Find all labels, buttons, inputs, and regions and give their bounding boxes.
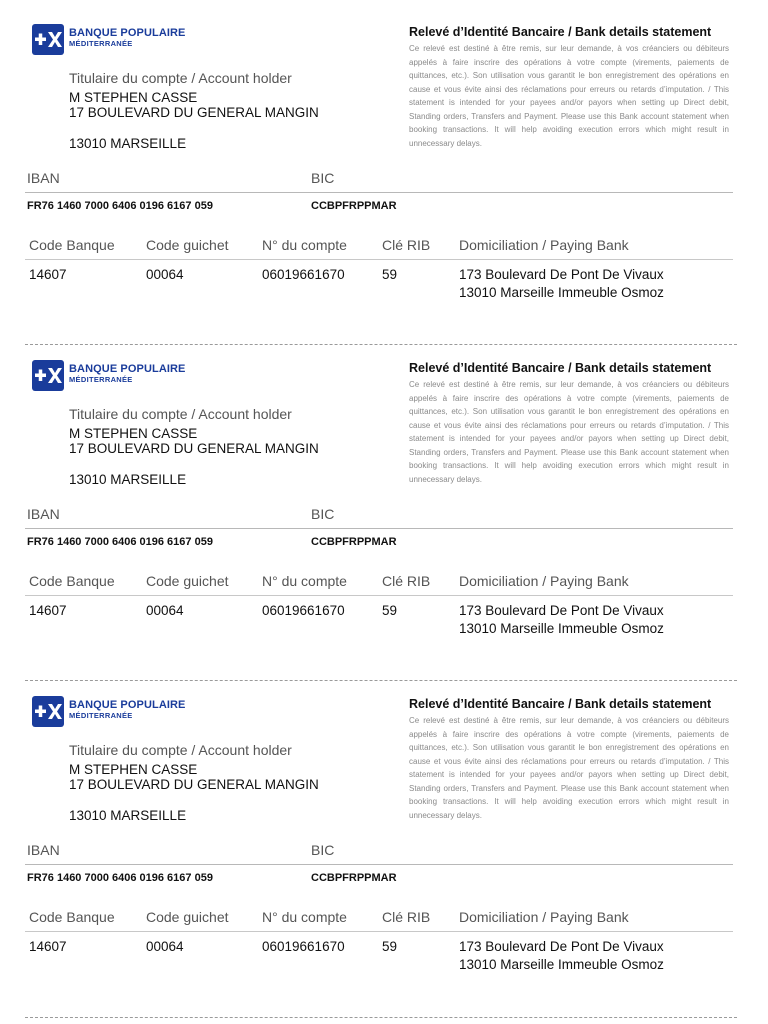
bic-value: CCBPFRPPMAR <box>311 200 397 212</box>
divider <box>25 528 733 529</box>
code-banque-label: Code Banque <box>29 573 115 589</box>
iban-label: IBAN <box>27 170 60 186</box>
code-banque-value: 14607 <box>29 939 67 954</box>
bic-value: CCBPFRPPMAR <box>311 872 397 884</box>
bank-region: MÉDITERRANÉE <box>69 711 133 720</box>
domiciliation-line1: 173 Boulevard De Pont De Vivaux <box>459 267 664 282</box>
account-holder-address: 17 BOULEVARD DU GENERAL MANGIN <box>69 105 319 120</box>
bank-name: BANQUE POPULAIRE <box>69 699 186 711</box>
domiciliation-line1: 173 Boulevard De Pont De Vivaux <box>459 939 664 954</box>
code-guichet-label: Code guichet <box>146 237 229 253</box>
numero-compte-value: 06019661670 <box>262 603 345 618</box>
bank-logo <box>32 696 222 730</box>
bic-value: CCBPFRPPMAR <box>311 536 397 548</box>
bic-label: BIC <box>311 170 335 186</box>
numero-compte-label: N° du compte <box>262 237 347 253</box>
numero-compte-value: 06019661670 <box>262 267 345 282</box>
statement-text: Ce relevé est destiné à être remis, sur leur demande, à vos créanciers ou débiteurs appelés à faire inscrire des opérations à votre compte (virements, paiements de quittances, etc.). Son utilisation vous garantit le bon enregistrement des opérations en cause et vous évite ainsi des réclamations pour erreurs ou retards d’imputation. / This statement is intended for your payees and/or payors when setting up Direct debit, Standing orders, Transfers and Payment. Please use this Bank account statement when booking transactions. It will help avoiding execution errors which might result in unnecessary delays. <box>409 716 729 820</box>
account-holder-label: Titulaire du compte / Account holder <box>69 406 292 422</box>
numero-compte-label: N° du compte <box>262 909 347 925</box>
domiciliation-line2: 13010 Marseille Immeuble Osmoz <box>459 957 664 972</box>
rib-section <box>0 336 768 672</box>
code-banque-label: Code Banque <box>29 237 115 253</box>
account-holder-city: 13010 MARSEILLE <box>69 472 187 487</box>
account-holder-name: M STEPHEN CASSE <box>69 762 198 777</box>
iban-value: FR76 1460 7000 6406 0196 6167 059 <box>27 872 213 884</box>
account-holder-name: M STEPHEN CASSE <box>69 426 198 441</box>
domiciliation-line1: 173 Boulevard De Pont De Vivaux <box>459 603 664 618</box>
code-guichet-label: Code guichet <box>146 573 229 589</box>
divider <box>25 931 733 932</box>
numero-compte-label: N° du compte <box>262 573 347 589</box>
account-holder-name: M STEPHEN CASSE <box>69 90 198 105</box>
bank-region: MÉDITERRANÉE <box>69 39 133 48</box>
bank-name: BANQUE POPULAIRE <box>69 363 186 375</box>
numero-compte-value: 06019661670 <box>262 939 345 954</box>
rib-section <box>0 672 768 1008</box>
iban-value: FR76 1460 7000 6406 0196 6167 059 <box>27 200 213 212</box>
bank-logo <box>32 360 222 394</box>
statement-text: Ce relevé est destiné à être remis, sur leur demande, à vos créanciers ou débiteurs appelés à faire inscrire des opérations à votre compte (virements, paiements de quittances, etc.). Son utilisation vous garantit le bon enregistrement des opérations en cause et vous évite ainsi des réclamations pour erreurs ou retards d’imputation. / This statement is intended for your payees and/or payors when setting up Direct debit, Standing orders, Transfers and Payment. Please use this Bank account statement when booking transactions. It will help avoiding execution errors which might result in unnecessary delays. <box>409 44 729 148</box>
logo-mark-icon <box>32 24 64 55</box>
rib-section <box>0 0 768 336</box>
divider <box>25 259 733 260</box>
code-guichet-value: 00064 <box>146 939 184 954</box>
iban-label: IBAN <box>27 842 60 858</box>
domiciliation-label: Domiciliation / Paying Bank <box>459 573 629 589</box>
code-banque-value: 14607 <box>29 603 67 618</box>
code-guichet-value: 00064 <box>146 603 184 618</box>
divider <box>25 595 733 596</box>
statement-title: Relevé d’Identité Bancaire / Bank details statement <box>409 361 712 375</box>
cle-rib-label: Clé RIB <box>382 909 431 925</box>
domiciliation-line2: 13010 Marseille Immeuble Osmoz <box>459 285 664 300</box>
account-holder-city: 13010 MARSEILLE <box>69 808 187 823</box>
code-guichet-label: Code guichet <box>146 909 229 925</box>
iban-label: IBAN <box>27 506 60 522</box>
statement-title: Relevé d’Identité Bancaire / Bank details statement <box>409 697 712 711</box>
divider <box>25 192 733 193</box>
statement-text: Ce relevé est destiné à être remis, sur leur demande, à vos créanciers ou débiteurs appelés à faire inscrire des opérations à votre compte (virements, paiements de quittances, etc.). Son utilisation vous garantit le bon enregistrement des opérations en cause et vous évite ainsi des réclamations pour erreurs ou retards d’imputation. / This statement is intended for your payees and/or payors when setting up Direct debit, Standing orders, Transfers and Payment. Please use this Bank account statement when booking transactions. It will help avoiding execution errors which might result in unnecessary delays. <box>409 380 729 484</box>
domiciliation-label: Domiciliation / Paying Bank <box>459 237 629 253</box>
cle-rib-label: Clé RIB <box>382 237 431 253</box>
iban-value: FR76 1460 7000 6406 0196 6167 059 <box>27 536 213 548</box>
cle-rib-value: 59 <box>382 603 398 618</box>
code-banque-label: Code Banque <box>29 909 115 925</box>
account-holder-label: Titulaire du compte / Account holder <box>69 70 292 86</box>
bank-region: MÉDITERRANÉE <box>69 375 133 384</box>
bank-logo <box>32 24 222 58</box>
cle-rib-value: 59 <box>382 939 398 954</box>
domiciliation-line2: 13010 Marseille Immeuble Osmoz <box>459 621 664 636</box>
account-holder-address: 17 BOULEVARD DU GENERAL MANGIN <box>69 441 319 456</box>
code-banque-value: 14607 <box>29 267 67 282</box>
logo-mark-icon <box>32 696 64 727</box>
cle-rib-label: Clé RIB <box>382 573 431 589</box>
logo-mark-icon <box>32 360 64 391</box>
account-holder-label: Titulaire du compte / Account holder <box>69 742 292 758</box>
cut-line <box>25 1017 737 1018</box>
cle-rib-value: 59 <box>382 267 398 282</box>
account-holder-city: 13010 MARSEILLE <box>69 136 187 151</box>
code-guichet-value: 00064 <box>146 267 184 282</box>
bic-label: BIC <box>311 506 335 522</box>
statement-title: Relevé d’Identité Bancaire / Bank details statement <box>409 25 712 39</box>
domiciliation-label: Domiciliation / Paying Bank <box>459 909 629 925</box>
bank-name: BANQUE POPULAIRE <box>69 27 186 39</box>
bic-label: BIC <box>311 842 335 858</box>
account-holder-address: 17 BOULEVARD DU GENERAL MANGIN <box>69 777 319 792</box>
divider <box>25 864 733 865</box>
